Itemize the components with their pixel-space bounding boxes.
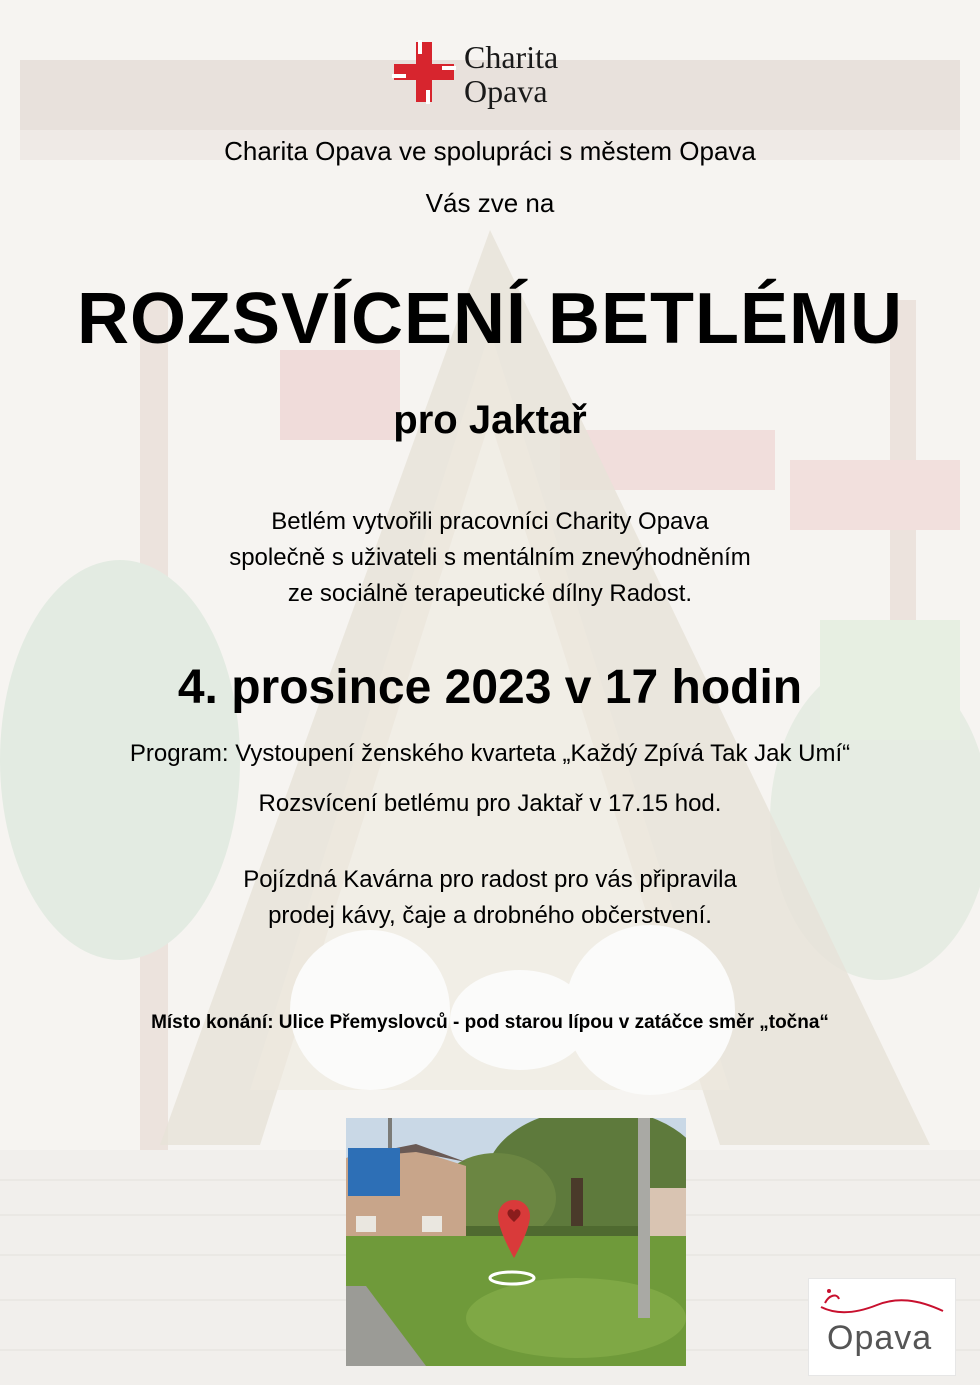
charita-cross-icon xyxy=(392,40,456,104)
event-subtitle: pro Jaktař xyxy=(393,398,587,442)
cafe-line-2: prodej kávy, čaje a drobného občerstvení. xyxy=(268,902,712,929)
program-line-2: Rozsvícení betlému pro Jaktař v 17.15 hod. xyxy=(258,790,722,817)
event-location: Místo konání: Ulice Přemyslovců - pod starou lípou v zatáčce směr „točna“ xyxy=(151,1012,829,1033)
description-line-3: ze sociálně terapeutické dílny Radost. xyxy=(287,580,693,607)
map-pin-icon xyxy=(496,1198,532,1260)
program-line-1: Program: Vystoupení ženského kvarteta „Každý Zpívá Tak Jak Umí“ xyxy=(129,740,851,767)
description-line-2: společně s uživateli s mentálním znevýhodněním xyxy=(229,544,751,571)
intro-line-2: Vás zve na xyxy=(425,188,555,218)
opava-city-logo xyxy=(808,1278,956,1376)
cafe-info xyxy=(0,862,980,934)
charita-logo xyxy=(392,40,592,112)
description-line-1: Betlém vytvořili pracovníci Charity Opava xyxy=(271,508,709,535)
event-description xyxy=(0,504,980,612)
opava-swan-icon xyxy=(817,1285,947,1319)
charita-logo-text xyxy=(464,40,558,108)
event-date: 4. prosince 2023 v 17 hodin xyxy=(177,661,803,714)
location-photo xyxy=(346,1118,686,1366)
logo-line-1: Charita xyxy=(464,39,559,75)
logo-line-2: Opava xyxy=(464,73,548,109)
opava-logo-text: Opava xyxy=(827,1319,933,1357)
cafe-line-1: Pojízdná Kavárna pro radost pro vás připravila xyxy=(243,866,737,893)
intro-line-1: Charita Opava ve spolupráci s městem Opava xyxy=(224,136,756,166)
event-title: ROZSVÍCENÍ BETLÉMU xyxy=(76,279,904,359)
